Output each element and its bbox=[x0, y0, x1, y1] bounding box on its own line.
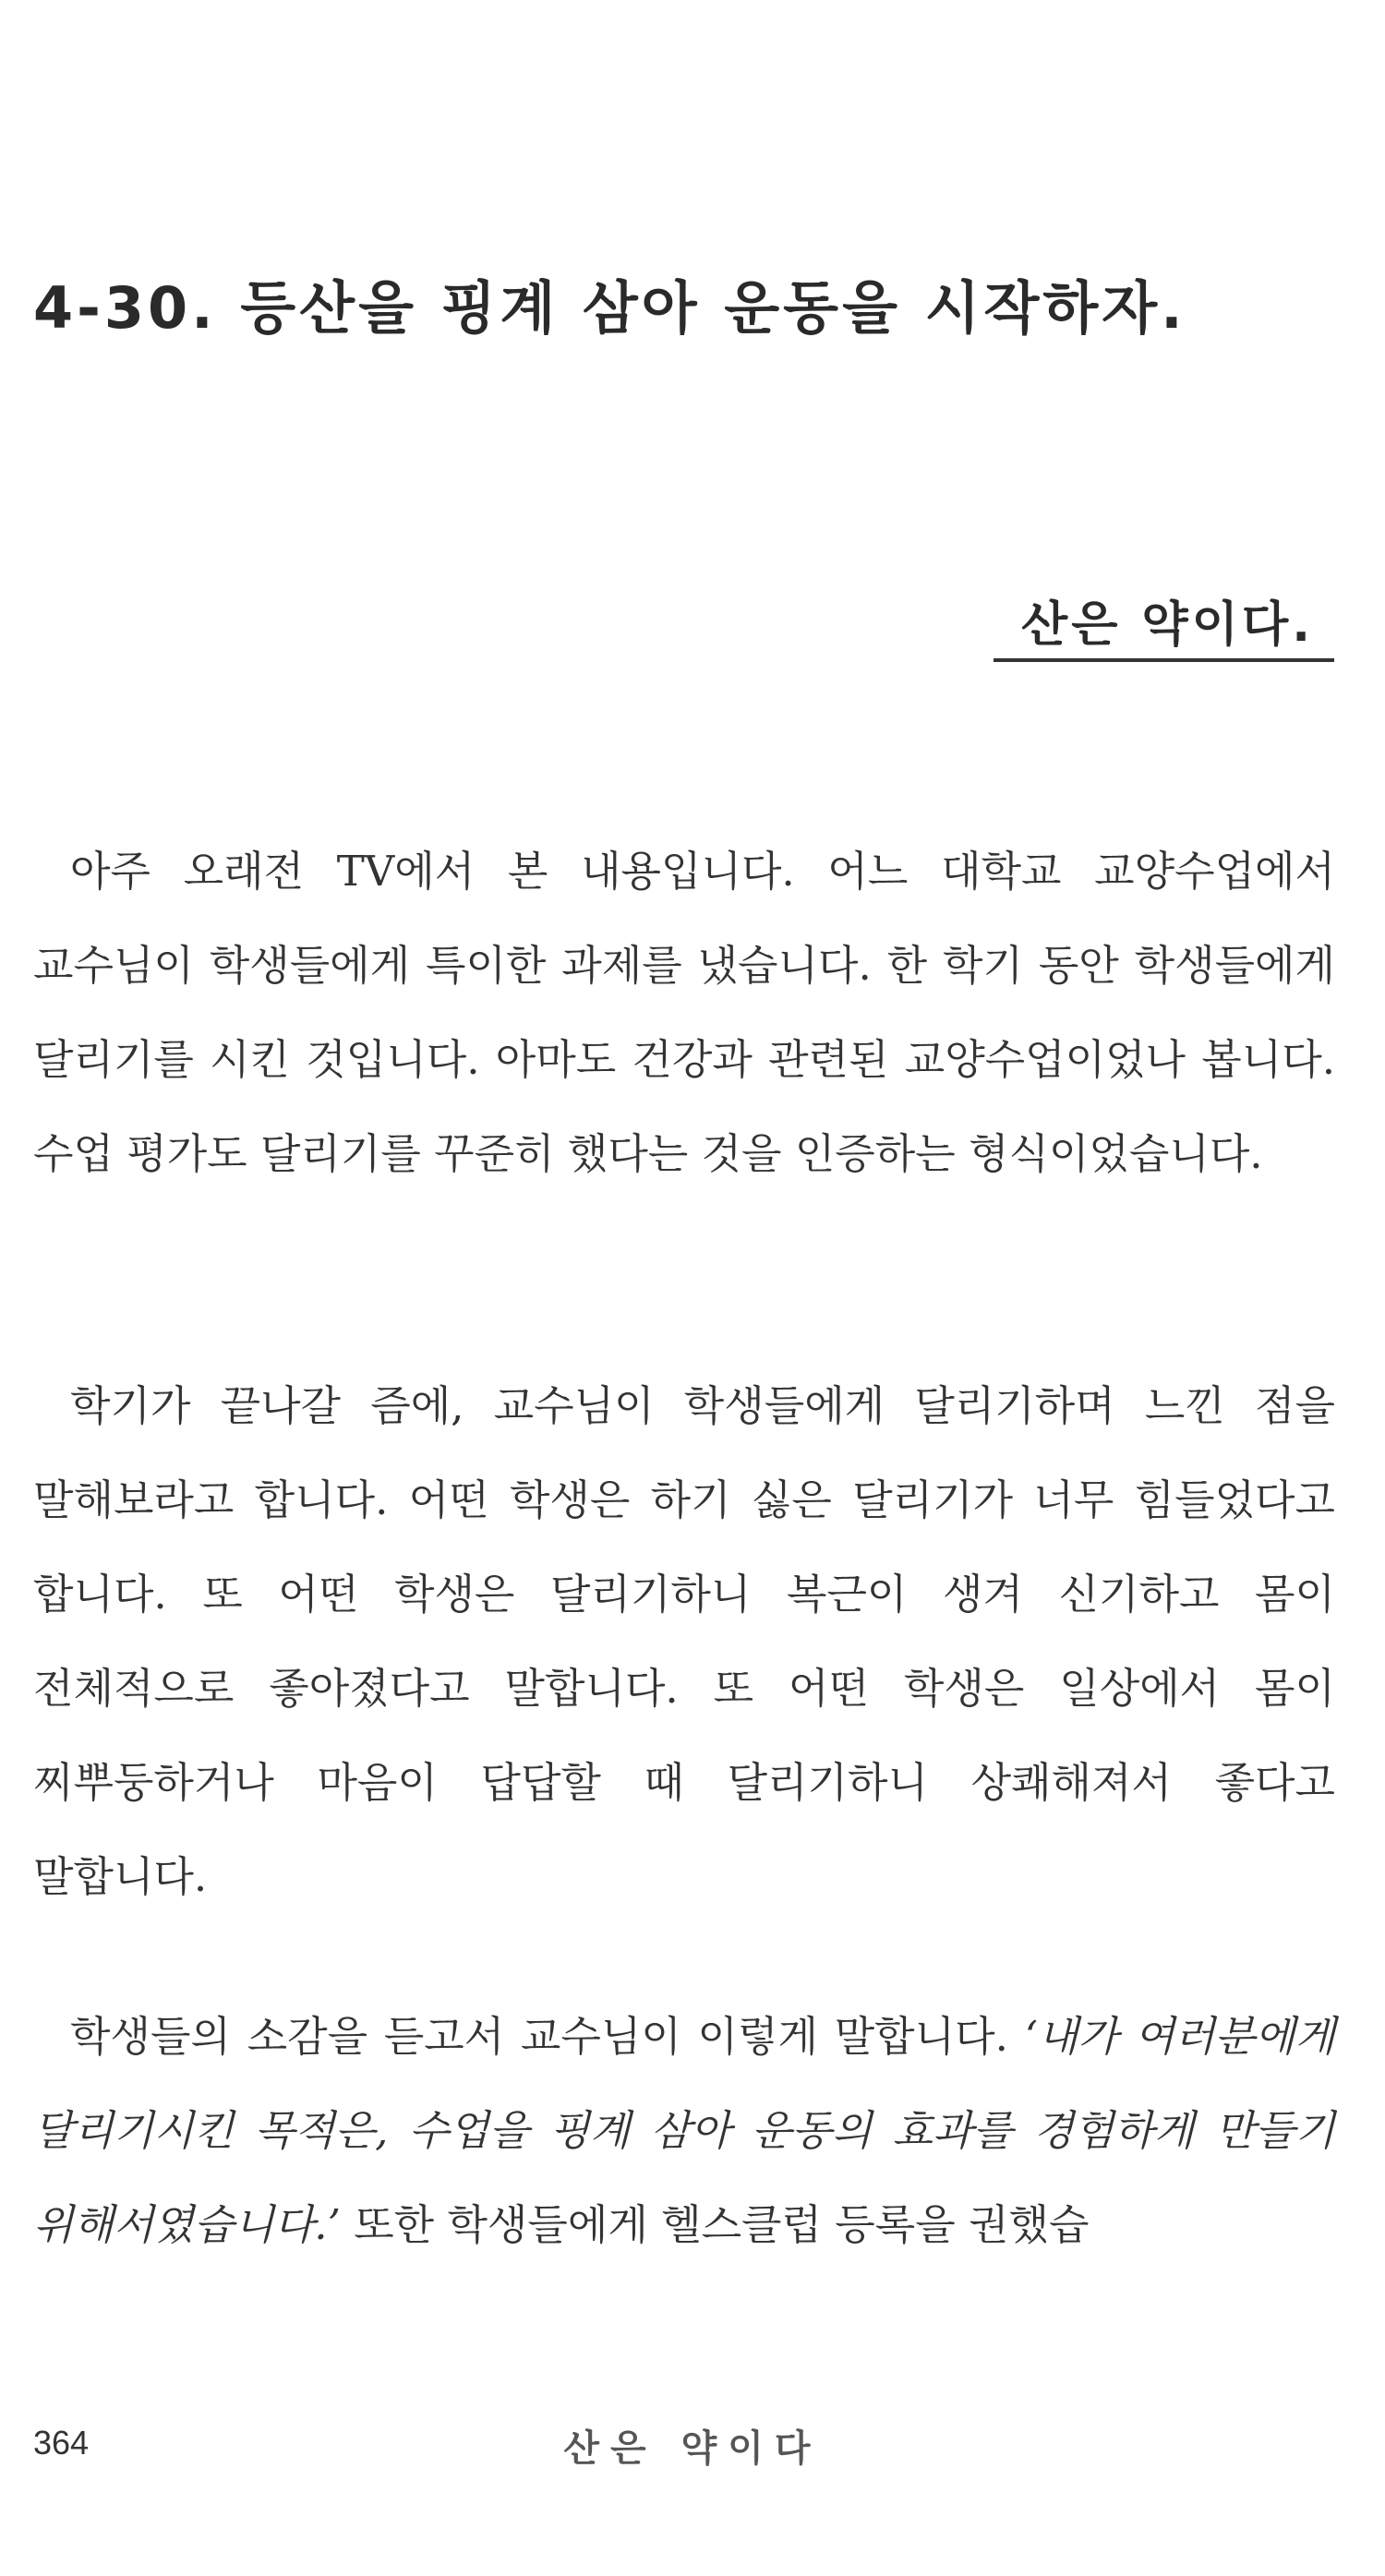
body-paragraph-2: 학기가 끝나갈 즘에, 교수님이 학생들에게 달리기하며 느낀 점을 말해보라고 합니다. 어떤 학생은 하기 싫은 달리기가 너무 힘들었다고 합니다. 또 어떤 학생은 달리기하니 복근이 생겨 신기하고 몸이 전체적으로 좋아졌다고 말합니다. 또 어떤 학생은 일상에서 몸이 찌뿌둥하거나 마음이 답답할 때 달리기하니 상쾌해져서 좋다고 말합니다. bbox=[33, 1381, 1335, 1901]
running-title: 산은 약이다 bbox=[563, 2427, 822, 2470]
professor-quote: ‘내가 여러분에게 달리기시킨 목적은, 수업을 핑계 삼아 운동의 효과를 경험하게 만들기 위해서였습니다.’ bbox=[33, 2012, 1335, 2249]
paragraph-3-continuation: 또한 학생들에게 헬스클럽 등록을 권했습 bbox=[340, 2200, 1090, 2249]
body-paragraph-1: 아주 오래전 TV에서 본 내용입니다. 어느 대학교 교양수업에서 교수님이 학생들에게 특이한 과제를 냈습니다. 한 학기 동안 학생들에게 달리기를 시킨 것입니다. 아마도 건강과 관련된 교양수업이었나 봅니다. 수업 평가도 달리기를 꾸준히 했다는 것을 인증하는 형식이었습니다. bbox=[33, 847, 1335, 1178]
section-heading: 산은 약이다. bbox=[994, 585, 1334, 662]
chapter-title: 4-30. 등산을 핑계 삼아 운동을 시작하자. bbox=[33, 274, 1186, 342]
body-paragraph-3 bbox=[33, 1990, 1335, 2272]
paragraph-3-intro: 학생들의 소감을 듣고서 교수님이 이렇게 말합니다. bbox=[70, 2012, 1025, 2061]
page-number: 364 bbox=[33, 2424, 90, 2462]
